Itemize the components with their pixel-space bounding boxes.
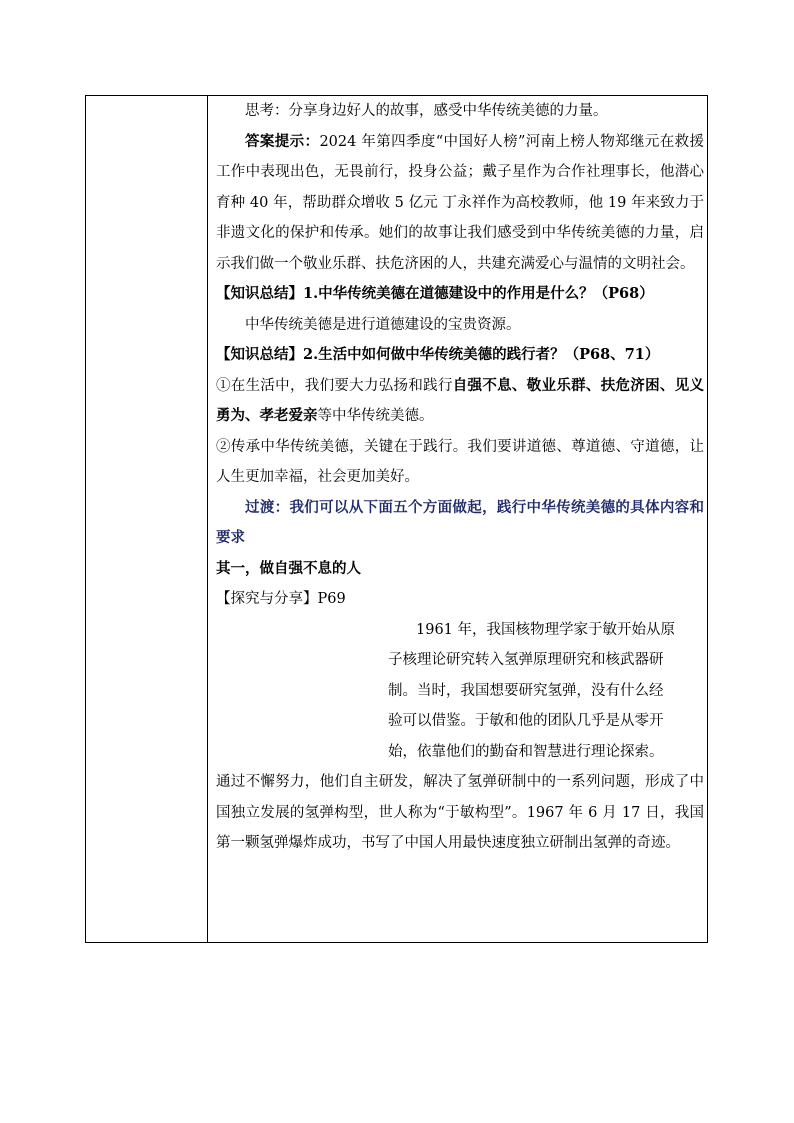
story-line: 制。当时，我国想要研究氢弹，没有什么经 xyxy=(388,682,664,699)
explore-heading: 【探究与分享】P69 xyxy=(216,591,346,607)
summary-question-1: 【知识总结】1.中华传统美德在道德建设中的作用是什么？（P68） xyxy=(216,285,654,302)
story-intro xyxy=(216,615,704,768)
answer-text: 2024 年第四季度“中国好人榜”河南上榜人物郑继元在救援工作中表现出色，无畏前行，投身公益；戴子星作为合作社理事长，他潜心育种 40 年，帮助群众增收 5 亿元 丁永祥作为高校教师，他 19 年来致力于非遗文化的保护和传承。她们的故事让我们感受到中华传统美德的力量，启示我们做一个敬业乐群、扶危济困的人，共建充满爱心与温情的文明社会。 xyxy=(216,133,705,272)
transition-label: 过渡： xyxy=(245,498,290,516)
transition-text: 我们可以从下面五个方面做起，践行中华传统美德的具体内容和要求 xyxy=(216,498,705,546)
summary-question-2: 【知识总结】2.生活中如何做中华传统美德的践行者？（P68、71） xyxy=(216,346,660,363)
column-divider xyxy=(207,96,208,942)
transition xyxy=(216,493,704,554)
story-line: 始，依靠他们的勤奋和智慧进行理论探索。 xyxy=(388,743,664,760)
story-line: 验可以借鉴。于敏和他的团队几乎是从零开 xyxy=(388,713,664,729)
story-continuation: 通过不懈努力，他们自主研发，解决了氢弹研制中的一系列问题，形成了中国独立发展的氢弹构型，世人称为“于敏构型”。1967 年 6 月 17 日，我国第一颗氢弹爆炸成功，书写了中国人用最快速度独立研制出氢弹的奇迹。 xyxy=(216,774,704,851)
point-2: ②传承中华传统美德，关键在于践行。我们要讲道德、尊道德、守道德，让人生更加幸福，社会更加美好。 xyxy=(216,438,704,485)
lesson-table xyxy=(85,95,708,943)
virtues-list: 自强不息、敬业乐群、扶危济困、见义勇为、孝老爱亲 xyxy=(216,376,704,424)
thinking-prompt: 思考：分享身边好人的故事，感受中华传统美德的力量。 xyxy=(245,103,608,119)
section-heading-1: 其一，做自强不息的人 xyxy=(216,559,361,577)
story-line: 子核理论研究转入氢弹原理研究和核武器研 xyxy=(388,652,664,668)
answer-label: 答案提示： xyxy=(245,132,320,150)
answer-hint xyxy=(216,127,704,280)
point-1: ①在生活中，我们要大力弘扬和践行自强不息、敬业乐群、扶危济困、见义勇为、孝老爱亲等中华传统美德。 xyxy=(216,376,704,424)
story-line: 1961 年，我国核物理学家于敏开始从原 xyxy=(416,621,676,638)
summary-answer-1: 中华传统美德是进行道德建设的宝贵资源。 xyxy=(245,316,521,333)
content-cell xyxy=(216,96,704,859)
